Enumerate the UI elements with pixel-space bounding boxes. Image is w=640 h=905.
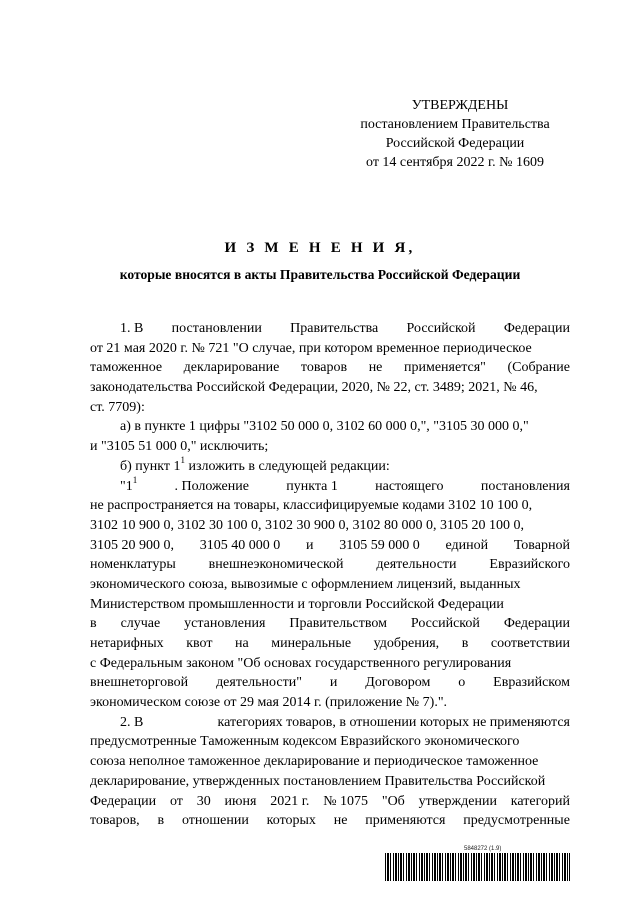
text-fragment: а) в пункте 1 цифры "3102 50 000 0, 3102 60 000 0,", "3105 30 000 0," — [120, 419, 529, 435]
text-fragment: Евразийском — [493, 675, 570, 691]
text-line — [90, 536, 570, 556]
text-fragment: настоящего — [375, 478, 444, 494]
text-fragment: изложить в следующей редакции: — [188, 458, 390, 474]
text-fragment: Российской — [410, 616, 480, 632]
text-line — [90, 792, 570, 812]
text-fragment: Министерством промышленности и торговли Российской Федерации — [90, 596, 504, 612]
text-fragment: пункта 1 — [286, 478, 338, 494]
text-fragment: Федерации — [503, 321, 570, 336]
text-fragment: таможенное — [90, 360, 163, 376]
document-body — [90, 319, 570, 831]
text-line — [90, 732, 570, 752]
text-fragment: и "3105 51 000 0," исключить; — [90, 439, 269, 455]
document-title: И З М Е Н Е Н И Я, — [224, 240, 416, 256]
superscript: 1 — [132, 474, 138, 485]
text-fragment: единой — [445, 537, 489, 553]
text-fragment: внешнеэкономической — [208, 557, 344, 573]
text-fragment: квот — [186, 636, 213, 651]
text-fragment: применяется" — [403, 360, 486, 376]
text-fragment: не распространяется на товары, классифицируемые кодами 3102 10 100 0, — [90, 498, 533, 514]
text-fragment: деятельности — [376, 557, 457, 573]
text-fragment: минеральные — [271, 636, 352, 651]
text-line — [90, 811, 570, 831]
text-line — [90, 457, 570, 477]
text-line — [90, 555, 570, 575]
text-line — [90, 516, 570, 536]
approval-line: Российской Федерации — [385, 136, 525, 151]
text-line — [90, 595, 570, 615]
text-fragment: соответствии — [490, 636, 570, 651]
text-fragment: . Положение — [174, 478, 249, 494]
text-fragment: категорий — [510, 793, 570, 809]
text-fragment: в — [461, 636, 469, 651]
text-fragment: от — [169, 793, 183, 809]
text-fragment: номенклатуры — [90, 557, 176, 573]
text-line — [90, 417, 570, 437]
text-line — [90, 437, 570, 457]
text-line — [90, 474, 570, 497]
text-fragment: 30 — [196, 793, 211, 809]
text-fragment: июня — [224, 793, 257, 809]
approval-date: от 14 сентября 2022 г. № 1609 — [366, 155, 544, 170]
text-line — [90, 378, 570, 398]
text-line — [90, 634, 570, 654]
text-fragment: от 21 мая 2020 г. № 721 "О случае, при котором временное периодическое — [90, 340, 532, 356]
text-fragment: 1. В — [120, 321, 144, 336]
text-fragment: союза неполное таможенное декларирование и периодическое таможенное — [90, 754, 539, 770]
text-line — [90, 713, 570, 733]
text-fragment: 3105 40 000 0 — [199, 537, 281, 553]
text-fragment: деятельности" — [216, 675, 302, 691]
text-line — [90, 575, 570, 595]
text-fragment: товаров — [300, 360, 348, 376]
text-fragment: 3105 59 000 0 — [339, 537, 420, 553]
text-line — [90, 339, 570, 359]
text-fragment: категориях товаров, в отношении которых не применяются — [217, 714, 570, 730]
text-fragment: установления — [184, 616, 266, 632]
text-fragment: внешнеторговой — [90, 675, 189, 691]
text-fragment: удобрения, — [373, 636, 440, 651]
text-fragment: Евразийского — [489, 557, 570, 573]
text-fragment: законодательства Российской Федерации, 2020, № 22, ст. 3489; 2021, № 46, — [90, 380, 538, 396]
text-fragment: отношении — [181, 813, 249, 829]
text-line — [90, 693, 570, 713]
text-fragment: 2. В — [120, 714, 144, 730]
text-fragment: 3102 10 900 0, 3102 30 100 0, 3102 30 900 0, 3102 80 000 0, 3105 20 100 0, — [90, 517, 524, 533]
document-subtitle: которые вносятся в акты Правительства Российской Федерации — [119, 267, 521, 282]
text-fragment: в — [90, 616, 97, 632]
text-fragment: экономического союза, вывозимые с оформлением лицензий, выданных — [90, 576, 521, 592]
text-fragment: постановления — [480, 478, 570, 494]
text-line — [90, 496, 570, 516]
text-fragment: 2021 г. — [270, 793, 310, 809]
text-line — [90, 358, 570, 378]
text-fragment: товаров, — [90, 813, 140, 829]
text-fragment: случае — [120, 616, 161, 632]
text-fragment: предусмотренные Таможенным кодексом Евразийского экономического — [90, 734, 520, 750]
text-fragment: и — [329, 675, 338, 691]
text-fragment: постановлении — [171, 321, 262, 336]
text-fragment: Товарной — [513, 537, 570, 553]
text-fragment: Правительством — [289, 616, 387, 632]
text-fragment: Правительства — [290, 321, 379, 336]
text-fragment: "$1^1$ — [120, 474, 138, 494]
text-fragment: № 1075 — [323, 793, 369, 809]
text-fragment: Российской — [406, 321, 476, 336]
text-line — [90, 673, 570, 693]
text-fragment: "Об — [381, 793, 405, 809]
text-fragment: Договором — [365, 675, 431, 691]
text-fragment: Федерации — [503, 616, 570, 632]
superscript: 1 — [180, 455, 186, 466]
approval-heading: УТВЕРЖДЕНЫ — [411, 98, 509, 113]
text-line — [90, 398, 570, 418]
text-line — [90, 319, 570, 339]
text-line — [90, 614, 570, 634]
text-fragment: применяются — [365, 813, 446, 829]
text-fragment: 3105 20 900 0, — [90, 537, 174, 553]
text-fragment: б) пункт $1^1$ — [120, 455, 186, 474]
barcode-number: 5848272 (1.9) — [464, 846, 502, 852]
text-fragment: Федерации — [90, 793, 157, 809]
barcode — [385, 853, 570, 881]
text-fragment: декларирование — [183, 360, 280, 376]
text-fragment: декларирование, утвержденных постановлением Правительства Российской — [90, 773, 546, 789]
text-fragment: предусмотренные — [463, 813, 570, 829]
text-fragment: утверждении — [418, 793, 497, 809]
text-line — [90, 772, 570, 792]
text-fragment: и — [305, 537, 314, 553]
approval-stamp — [340, 96, 570, 172]
text-fragment: экономическом союзе от 29 мая 2014 г. (приложение № 7).". — [90, 695, 448, 711]
text-fragment: с Федеральным законом "Об основах государственного регулирования — [90, 655, 512, 671]
text-fragment: (Собрание — [507, 360, 570, 376]
text-fragment: не — [368, 360, 383, 376]
text-line — [90, 654, 570, 674]
text-fragment: в — [157, 813, 165, 829]
text-fragment: нетарифных — [90, 636, 164, 651]
text-fragment: которых — [266, 813, 316, 829]
approval-line: постановлением Правительства — [360, 117, 550, 132]
text-fragment: о — [458, 675, 466, 691]
text-line — [90, 752, 570, 772]
text-fragment: не — [333, 813, 348, 829]
text-fragment: ст. 7709): — [90, 399, 145, 415]
text-fragment: на — [234, 636, 249, 651]
